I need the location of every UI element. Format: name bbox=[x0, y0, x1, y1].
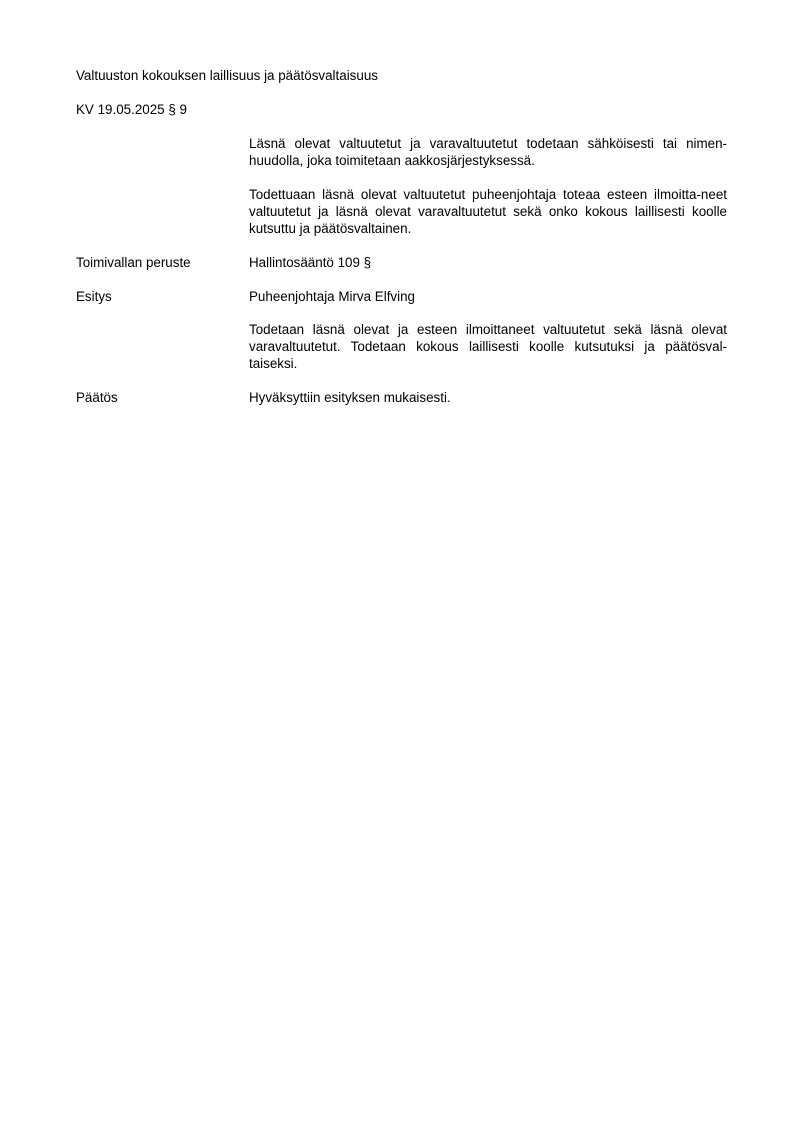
decision-label: Päätös bbox=[76, 390, 118, 405]
authority-value: Hallintosääntö 109 § bbox=[249, 255, 372, 270]
proposal-label: Esitys bbox=[76, 289, 112, 304]
authority-label: Toimivallan peruste bbox=[76, 255, 191, 270]
meeting-reference: KV 19.05.2025 § 9 bbox=[76, 102, 187, 117]
document-title: Valtuuston kokouksen laillisuus ja päätösvaltaisuus bbox=[76, 68, 378, 83]
intro-paragraph-2: Todettuaan läsnä olevat valtuutetut puheenjohtaja toteaa esteen ilmoitta-neet valtuutetut ja läsnä olevat varavaltuutetut sekä onko kokous laillisesti koolle kutsuttu ja päätösvaltainen. bbox=[249, 187, 727, 236]
intro-paragraph-1: Läsnä olevat valtuutetut ja varavaltuutetut todetaan sähköisesti tai nimen-huudolla, joka toimitetaan aakkosjärjestyksessä. bbox=[249, 136, 727, 168]
proposal-text: Todetaan läsnä olevat ja esteen ilmoittaneet valtuutetut sekä läsnä olevat varavaltuutetut. Todetaan kokous laillisesti koolle kutsutuksi ja päätösval-taiseksi. bbox=[249, 322, 727, 371]
proposal-presenter: Puheenjohtaja Mirva Elfving bbox=[249, 289, 415, 304]
decision-value: Hyväksyttiin esityksen mukaisesti. bbox=[249, 390, 451, 405]
